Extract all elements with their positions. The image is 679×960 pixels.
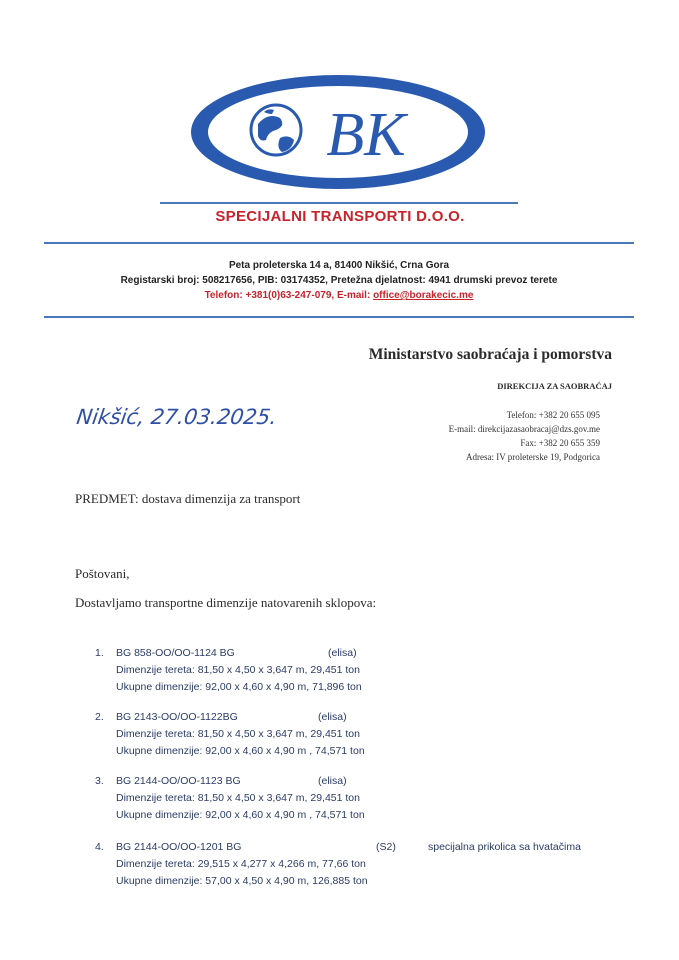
- item-total-dims: Ukupne dimenzije: 92,00 x 4,60 x 4,90 m, 71,896 ton: [116, 681, 362, 693]
- item-total-dims: Ukupne dimenzije: 92,00 x 4,60 x 4,90 m , 74,571 ton: [116, 745, 365, 757]
- header-rule: [44, 242, 634, 244]
- company-logo: [188, 72, 488, 192]
- item-total-dims: Ukupne dimenzije: 92,00 x 4,60 x 4,90 m , 74,571 ton: [116, 809, 365, 821]
- address-rule: [44, 316, 634, 318]
- company-registry: Registarski broj: 508217656, PIB: 03174352, Pretežna djelatnost: 4941 drumski prevoz terete: [120, 275, 558, 286]
- item-number: 2.: [95, 711, 104, 723]
- company-email-link[interactable]: office@borakecic.me: [373, 290, 474, 301]
- recipient-email: E-mail: direkcijazasaobracaj@dzs.gov.me: [448, 424, 600, 434]
- logo-letters: BK: [326, 101, 406, 169]
- recipient-ministry: Ministarstvo saobraćaja i pomorstva: [368, 346, 612, 363]
- subject-line: PREDMET: dostava dimenzija za transport: [75, 491, 301, 506]
- intro-text: Dostavljamo transportne dimenzije natovarenih sklopova:: [75, 595, 377, 610]
- item-type: (S2): [376, 841, 396, 853]
- item-code: BG 2144-OO/OO-1201 BG: [116, 841, 242, 853]
- item-number: 4.: [95, 841, 104, 853]
- logo-rule-top: [160, 202, 518, 204]
- greeting: Poštovani,: [75, 566, 130, 581]
- contact-prefix: Telefon: +381(0)63-247-079, E-mail:: [204, 290, 374, 301]
- item-cargo-dims: Dimenzije tereta: 81,50 x 4,50 x 3,647 m, 29,451 ton: [116, 792, 360, 804]
- company-name: SPECIJALNI TRANSPORTI D.O.O.: [215, 208, 465, 225]
- recipient-direkcija: DIREKCIJA ZA SAOBRAĆAJ: [497, 381, 612, 391]
- item-note: specijalna prikolica sa hvatačima: [428, 841, 581, 853]
- item-number: 3.: [95, 775, 104, 787]
- item-type: (elisa): [318, 775, 347, 787]
- item-code: BG 2143-OO/OO-1122BG: [116, 711, 238, 723]
- company-contact: [44, 290, 634, 301]
- item-cargo-dims: Dimenzije tereta: 29,515 x 4,277 x 4,266 m, 77,66 ton: [116, 858, 366, 870]
- recipient-fax: Fax: +382 20 655 359: [520, 438, 600, 448]
- globe-icon: [251, 105, 301, 155]
- company-address: Peta proleterska 14 a, 81400 Nikšić, Crna Gora: [228, 260, 450, 271]
- handwritten-date: [75, 394, 298, 434]
- item-code: BG 2144-OO/OO-1123 BG: [116, 775, 241, 787]
- item-type: (elisa): [318, 711, 347, 723]
- item-cargo-dims: Dimenzije tereta: 81,50 x 4,50 x 3,647 m, 29,451 ton: [116, 728, 360, 740]
- item-total-dims: Ukupne dimenzije: 57,00 x 4,50 x 4,90 m, 126,885 ton: [116, 875, 368, 887]
- item-number: 1.: [95, 647, 104, 659]
- recipient-phone: Telefon: +382 20 655 095: [506, 410, 600, 420]
- item-cargo-dims: Dimenzije tereta: 81,50 x 4,50 x 3,647 m, 29,451 ton: [116, 664, 360, 676]
- item-code: BG 858-OO/OO-1124 BG: [116, 647, 235, 659]
- item-type: (elisa): [328, 647, 357, 659]
- date-text: Nikšić, 27.03.2025.: [75, 404, 279, 429]
- recipient-address: Adresa: IV proleterske 19, Podgorica: [465, 452, 600, 462]
